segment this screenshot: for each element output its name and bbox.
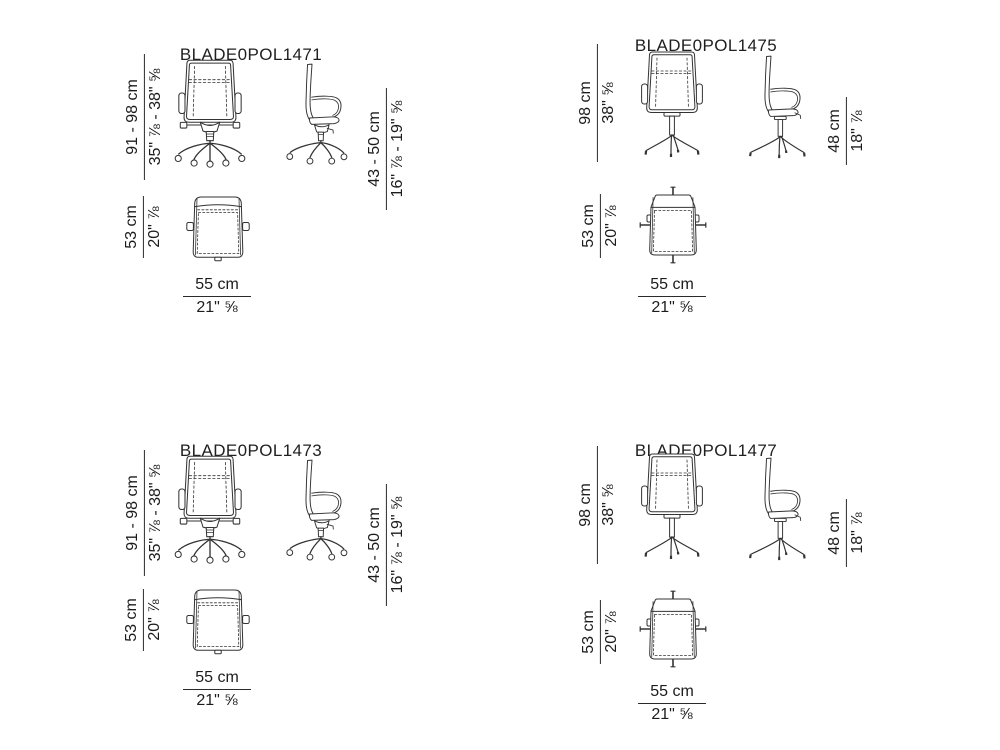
- height-dimension-label: [575, 44, 619, 162]
- chair-front-view-drawing: [632, 452, 712, 564]
- depth-dimension-label: [121, 589, 165, 651]
- depth-dimension-label: [578, 194, 622, 258]
- chair-top-view-drawing: [185, 586, 251, 656]
- dimension-cm-value: 55 cm: [183, 276, 251, 297]
- dimension-inch-value: 21" ⅝: [651, 705, 693, 723]
- depth-dimension-label: [121, 196, 165, 258]
- dimension-cm-value: 98 cm: [577, 446, 598, 564]
- seat-height-dimension-label: [824, 97, 868, 165]
- dimension-inch-value: 16" ⅞ - 19" ⅝: [388, 496, 406, 594]
- dimension-cm-value: 55 cm: [638, 276, 706, 297]
- dimension-inch-value: 20" ⅞: [602, 205, 620, 247]
- dimension-inch-value: 20" ⅞: [602, 611, 620, 653]
- dimension-inch-value: 35" ⅞ - 38" ⅝: [146, 464, 164, 562]
- height-dimension-label: [122, 54, 166, 180]
- chair-side-view-drawing: [277, 62, 355, 165]
- height-dimension-label: [122, 450, 166, 576]
- product-title: BLADE0POL1477: [634, 441, 778, 461]
- seat-height-dimension-label: [824, 499, 868, 567]
- chair-top-view-drawing: [638, 184, 708, 268]
- chair-top-view-drawing: [638, 588, 708, 672]
- dimension-cm-value: 43 - 50 cm: [366, 484, 387, 606]
- dimension-inch-value: 20" ⅞: [145, 206, 163, 248]
- dimension-cm-value: 53 cm: [580, 600, 601, 664]
- dimension-inch-value: 21" ⅝: [651, 298, 693, 316]
- dimension-inch-value: 21" ⅝: [196, 691, 238, 709]
- dimension-inch-value: 21" ⅝: [196, 298, 238, 316]
- chair-front-view-drawing: [169, 454, 251, 564]
- width-dimension-label: [183, 669, 251, 709]
- dimension-cm-value: 98 cm: [577, 44, 598, 162]
- chair-front-view-drawing: [169, 58, 251, 168]
- dimension-cm-value: 55 cm: [638, 683, 706, 704]
- chair-front-view-drawing: [632, 50, 712, 162]
- width-dimension-label: [638, 276, 706, 316]
- dimension-inch-value: 16" ⅞ - 19" ⅝: [388, 100, 406, 198]
- seat-height-dimension-label: [364, 484, 408, 606]
- dimension-inch-value: 38" ⅝: [599, 484, 617, 526]
- dimension-inch-value: 18" ⅞: [848, 110, 866, 152]
- seat-height-dimension-label: [364, 88, 408, 210]
- product-title: BLADE0POL1475: [634, 36, 778, 56]
- dimension-inch-value: 20" ⅞: [145, 599, 163, 641]
- chair-side-view-drawing: [736, 54, 814, 161]
- dimension-cm-value: 53 cm: [580, 194, 601, 258]
- dimension-cm-value: 91 - 98 cm: [124, 450, 145, 576]
- product-title: BLADE0POL1473: [179, 441, 323, 461]
- dimension-inch-value: 38" ⅝: [599, 82, 617, 124]
- width-dimension-label: [638, 683, 706, 723]
- chair-side-view-drawing: [736, 456, 814, 563]
- dimension-cm-value: 53 cm: [123, 196, 144, 258]
- dimension-cm-value: 48 cm: [826, 97, 847, 165]
- dimension-cm-value: 55 cm: [183, 669, 251, 690]
- width-dimension-label: [183, 276, 251, 316]
- dimension-cm-value: 43 - 50 cm: [366, 88, 387, 210]
- chair-top-view-drawing: [185, 193, 251, 263]
- height-dimension-label: [575, 446, 619, 564]
- chair-side-view-drawing: [277, 458, 355, 561]
- dimension-inch-value: 18" ⅞: [848, 512, 866, 554]
- dimension-inch-value: 35" ⅞ - 38" ⅝: [146, 68, 164, 166]
- dimension-cm-value: 48 cm: [826, 499, 847, 567]
- depth-dimension-label: [578, 600, 622, 664]
- dimension-cm-value: 53 cm: [123, 589, 144, 651]
- product-title: BLADE0POL1471: [179, 45, 323, 65]
- dimension-cm-value: 91 - 98 cm: [124, 54, 145, 180]
